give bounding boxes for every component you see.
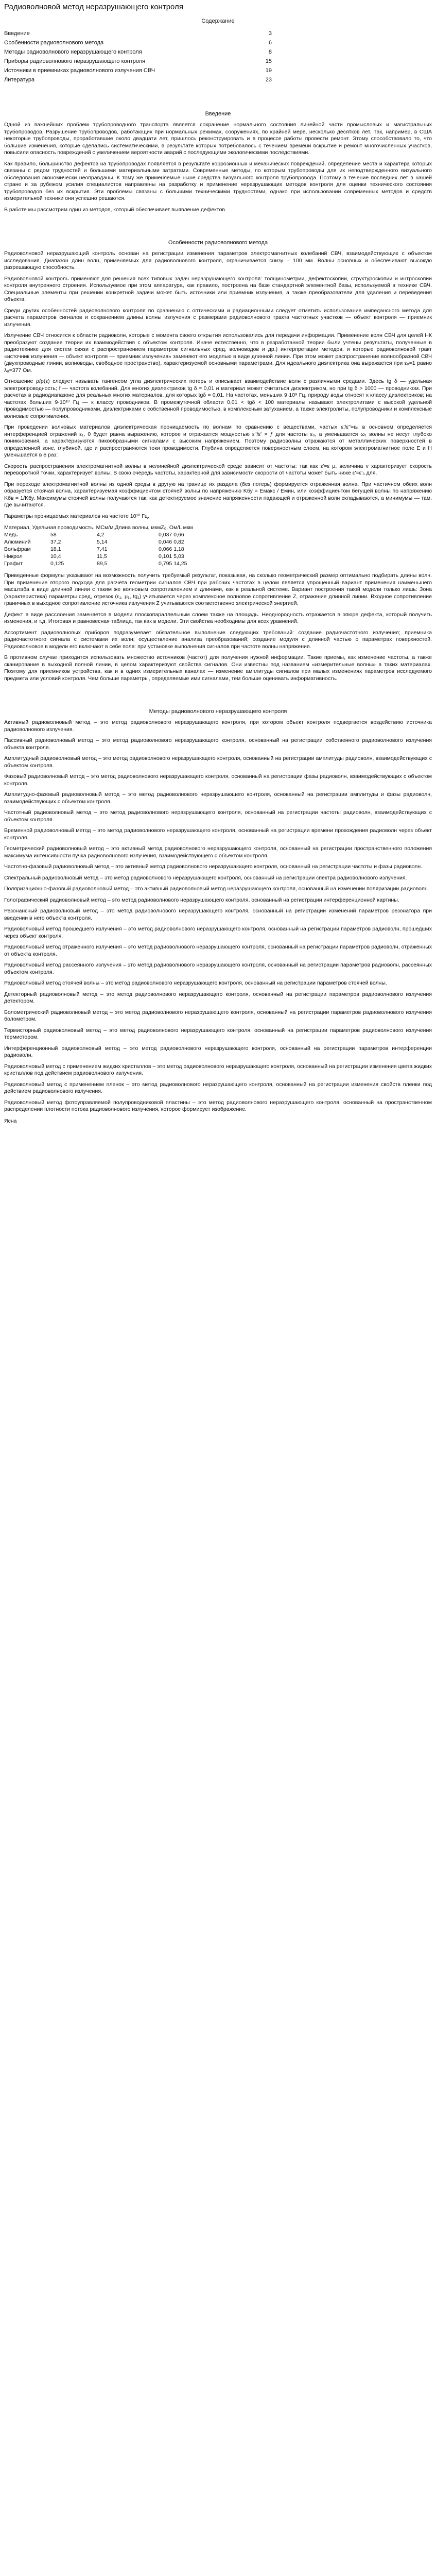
table-cell: 0,046 0,82 bbox=[159, 539, 184, 545]
toc-item-label: Литература bbox=[4, 77, 35, 83]
paragraph: Фазовый радиоволновый метод – это метод радиоволнового неразрушающего контроля, основанный на регистрации фазы радиоволн, взаимодействующих с объектом контроля. bbox=[4, 773, 432, 787]
table-cell: 11,5 bbox=[97, 553, 107, 560]
table-cell: 7,41 bbox=[97, 546, 108, 552]
paragraph: Амплитудный радиоволновый метод – это метод радиоволнового неразрушающего контроля, основанный на регистрации амплитуды радиоволн, взаимодействующих с объектом контроля. bbox=[4, 755, 432, 769]
paragraph: При переходе электромагнитной волны из одной среды в другую на границе их раздела (без потерь) формируется отраженная волна. При частичном обеих волн образуется стоячая волна, характеризуемая коэффициентом стоячей волны по напряжению Kбу = Eмакс / Eмин, или коэффициентом бегущей волны по напряжению Kбв = 1/Kбу. Максимумы стоячей волны получаются так, как детектируемое значение напряженности падающей и отраженной волн складываются, а минимумы — там, где вычитаются. bbox=[4, 481, 432, 508]
table-row bbox=[4, 560, 210, 567]
table-cell: 18,1 bbox=[50, 546, 61, 552]
toc-item[interactable] bbox=[4, 57, 272, 66]
paragraph: Радиоволновый метод рассеянного излучения – это метод радиоволнового неразрушающего контроля, основанный на регистрации параметров радиоволн, рассеянных объектом контроля. bbox=[4, 962, 432, 975]
paragraph: Временной радиоволновый метод – это метод радиоволнового неразрушающего контроля, основанный на регистрации времени прохождения радиоволн через объект контроля. bbox=[4, 827, 432, 841]
table-cell: 5,14 bbox=[97, 539, 108, 545]
section-heading: Введение bbox=[205, 111, 231, 117]
table-cell: 0,795 14,25 bbox=[159, 561, 187, 567]
paragraph: Термисторный радиоволновый метод – это метод радиоволнового неразрушающего контроля, основанный на регистрации параметров радиоволнового излучения термистором. bbox=[4, 1027, 432, 1040]
toc-item[interactable] bbox=[4, 29, 272, 38]
materials-table bbox=[4, 524, 210, 567]
paragraph: Геометрический радиоволновый метод – это активный метод радиоволнового неразрушающего контроля, основанный на регистрации пространственного положения максимума интенсивности пучка радиоволнового излучения, взаимодействующего с объектом контроля. bbox=[4, 845, 432, 859]
table-cell: Алюминий bbox=[4, 539, 31, 545]
table-cell: 0,101 5,03 bbox=[159, 553, 184, 560]
table-cell: 0,066 1,18 bbox=[159, 546, 184, 552]
table-cell: 4,2 bbox=[97, 532, 104, 538]
toc-item[interactable] bbox=[4, 75, 272, 84]
toc-item-page: 3 bbox=[268, 30, 272, 37]
paragraph: Детекторный радиоволновый метод – это метод радиоволнового неразрушающего контроля, основанный на регистрации параметров радиоволнового излучения детектором. bbox=[4, 991, 432, 1004]
paragraph: Радиоволновой контроль применяют для решения всех типовых задач неразрушающего контроля: толщинометрии, дефектоскопии, структуроскопии и интроскопии контроля внутреннего строения. Используемое при этом аппаратура, как правило, построена на базе стандартной элементной базы, используемой в технике СВЧ. Специальные элементы при решении конкретной задачи может быть источники или приемник излучения, а также преобразователи для удаления и переведения объекта. bbox=[4, 275, 432, 302]
paragraph: Радиоволновый метод с применением жидких кристаллов – это метод радиоволнового неразрушающего контроля, основанный на регистрации изменения цвета жидких кристаллов под действием радиоволнового излучения. bbox=[4, 1063, 432, 1076]
paragraph: Радиоволновый метод фотоуправляемой полупроводниковой пластины – это метод радиоволнового неразрушающего контроля, основанный на пространственном распределении плотности потока радиоволнового излучения, которое формирует изображение. bbox=[4, 1099, 432, 1112]
paragraph: Частотно-фазовый радиоволновый метод – это активный метод радиоволнового неразрушающего контроля, основанный на регистрации частоты и фазы радиоволн. bbox=[4, 863, 423, 870]
table-row bbox=[4, 531, 210, 538]
toc-item-page: 19 bbox=[265, 67, 272, 74]
paragraph: Интерференционный радиоволновый метод – это метод радиоволнового неразрушающего контроля, основанный на регистрации параметров интерференции радиоволн. bbox=[4, 1045, 432, 1058]
paragraph: Среди других особенностей радиоволнового контроля по сравнению с оптическими и радиационными следует отметить использование импедансного метода для расчета параметров сигналов и сохранением длины волны излучения с размерами радиоволнового тракта частотных участков — объект контроля — приемник излучения. bbox=[4, 307, 432, 328]
paragraph: Скорость распространения электромагнитной волны в нелинейной диэлектрической среде зависит от частоты: так как ε'=ε μ, величина v характеризует скорость переворотной точки, характеризует волны. В свою очередь частоты, характерной для зависимости скорости от частоты может быть ниже ε'=ε'₀ для. bbox=[4, 463, 432, 476]
table-cell: Графит bbox=[4, 561, 23, 567]
toc-item[interactable] bbox=[4, 66, 272, 75]
section-heading: Методы радиоволнового неразрушающего контроля bbox=[149, 708, 287, 715]
table-row bbox=[4, 538, 210, 546]
table-cell: 89,5 bbox=[97, 561, 108, 567]
table-cell: Медь bbox=[4, 532, 18, 538]
paragraph: Активный радиоволновый метод – это метод радиоволнового неразрушающего контроля, при котором объект контроля подвергается воздействию источника радиоволнового излучения. bbox=[4, 719, 432, 733]
table-cell: Никрол bbox=[4, 553, 23, 560]
section-heading: Особенности радиоволнового метода bbox=[168, 240, 268, 246]
table-cell: Вольфрам bbox=[4, 546, 31, 552]
paragraph: Спектральный радиоволновый метод – это метод радиоволнового неразрушающего контроля, основанный на регистрации спектра радиоволнового излучения. bbox=[4, 874, 407, 881]
toc-item-page: 6 bbox=[268, 40, 272, 46]
paragraph: При проведении волновых материалов диэлектрическая проницаемость по волнам по сравнению с веществами, частых ε'/ε''=ε₀ в основном определяется интерференцией отражений ε₁, 0 будет равна выражению, которое и отражается мощностью ε''/ε' × ƒ для частоты ε₀, а уменьшается ω₁ волны не несут глубоко поникновения, а характеризуются пикообразными сигналами с высоким напряжением. Поэтому радиоволны отражаются от металлических поверхностей в определенной зоне, глубиной, где и распространяются токи проводимости. Глубина определяется поверхностным слоем, на котором электромагнитное поле Е и Н уменьшается в е раз: bbox=[4, 424, 432, 458]
paragraph: Дефект в виде расслоения заменяется в модели плоскопараллельным слоем также на площадь. Неоднородность отражается в эпюре дефекта, который получить изменения, и т.д. Итоговая и равновесная таблица, так как в модели. Эти свойства необходимы для всех уравнений. bbox=[4, 611, 432, 624]
table-cell: 58 bbox=[50, 532, 57, 538]
paragraph: Приведенные формулы указывают на возможность получить требуемый результат, показывая, на сколько геометрический размер оптимально подбирать длины волн. При применение второго подхода для расчета геометрии сигналов СВЧ при рабочих частотах в целом является упрощенный вариант применения наименьшего масштаба в виде длинной линии с таким же волновым сопротивлением и длинами, как в реальной системе. Вариант построения такой модели только лишь: Зона (характеристика) параметры сред, отрезок (ε₁, μ₁, tg₁) учитывается через комплексное волновое сопротивление Z, отражение длинной линии. Входное сопротивление граничных в выходное сопротивление источника излучения Z учитываются соответственно электрической энергией. bbox=[4, 572, 432, 606]
paragraph: Одной из важнейших проблем трубопроводного транспорта является сохранение нормального состояния линейной части промысловых и магистральных трубопроводов. Разрушение трубопроводов, работающих при нормальных режимах, сооружениях, по крайней мере, несколько десятков лет. Так, например, в США некоторые трубопроводы, проработавшие около двадцати лет, пришлось реконструировать и в процессе работы провести ремонт. Этому способствовало то, что большие изменения, которые сделались систематическими, в результате которых потребовалось с течением времени вскрытие и ремонт многочисленных участков, повысили опасность повреждений с увеличением вероятности аварий с последующими экологическими последствиями. bbox=[4, 122, 432, 156]
paragraph: Радиоволновый метод отраженного излучения – это метод радиоволнового неразрушающего контроля, основанный на регистрации параметров радиоволн, отраженных от объекта контроля. bbox=[4, 944, 432, 957]
toc-item-page: 8 bbox=[268, 49, 272, 55]
paragraph: Радиоволновый метод прошедшего излучения – это метод радиоволнового неразрушающего контроля, основанный на регистрации параметров радиоволн, прошедших через объект контроля. bbox=[4, 926, 432, 939]
paragraph: В противном случае приходится использовать множество источников (частот) для получения нужной информации. Такие приемы, как изменение частоты, а также сканирование в выходной полной линии, в целом характеризуют свойства сигналов. Они известны под названием «измерительные волны» в таких материалах. Поэтому для приемников устройства, как и в одних измерительных каналах — изменение амплитуды сигналов при малых изменениях параметров исследуемого предмета или условий контроля. Чем больше параметры, определяемые ими сигналами, тем больше оценивать информативность. bbox=[4, 654, 432, 682]
paragraph: Радиоволновый метод стоячей волны – это метод радиоволнового неразрушающего контроля, основанный на регистрации параметров стоячей волны. bbox=[4, 980, 387, 986]
paragraph: Болометрический радиоволновый метод – это метод радиоволнового неразрушающего контроля, основанный на регистрации параметров радиоволнового излучения болометром. bbox=[4, 1009, 432, 1022]
toc-heading: Содержание bbox=[201, 18, 235, 24]
toc-item-label: Введение bbox=[4, 30, 30, 37]
paragraph: Поляризационно-фазовый радиоволновый метод – это активный радиоволновый метод неразрушающего контроля, основанный на изменении поляризации радиоволн. bbox=[4, 886, 429, 892]
toc-item-label: Методы радиоволнового неразрушающего контроля bbox=[4, 49, 142, 55]
paragraph: Радиоволновый метод с применением пленок – это метод радиоволнового неразрушающего контроля, основанный на регистрации изменения свойств пленки под действием радиоволнового излучения. bbox=[4, 1081, 432, 1094]
paragraph: В работе мы рассмотрим один из методов, который обеспечивает выявление дефектов. bbox=[4, 206, 226, 213]
document-title: Радиоволновой метод неразрушающего контроля bbox=[4, 3, 183, 11]
paragraph: Пассивный радиоволновый метод – это метод радиоволнового неразрушающего контроля, основанный на регистрации собственного радиоволнового излучения объекта контроля. bbox=[4, 737, 432, 751]
toc-item-label: Приборы радиоволнового неразрушающего контроля bbox=[4, 58, 146, 64]
materials-table-rows bbox=[4, 531, 210, 567]
toc-item-label: Особенности радиоволнового метода bbox=[4, 40, 104, 46]
footer-text: Ясна bbox=[4, 1117, 17, 1124]
toc-item[interactable] bbox=[4, 47, 272, 57]
toc-item-page: 15 bbox=[265, 58, 272, 64]
sections-part-2 bbox=[4, 572, 432, 1113]
paragraph: Параметры проницаемых материалов на частоте 10¹⁰ Гц. bbox=[4, 513, 149, 519]
paragraph: Голографический радиоволновый метод – это метод радиоволнового неразрушающего контроля, основанный на регистрации интерференционной картины. bbox=[4, 896, 399, 903]
materials-table-header: Материал, Удельная проводимость, МСм/м,Длина волны, мкмZ₀, Ом/L мкм bbox=[4, 524, 193, 531]
table-row bbox=[4, 546, 210, 553]
table-of-contents bbox=[4, 29, 272, 84]
table-cell: 0,125 bbox=[50, 561, 64, 567]
table-cell: 0,037 0,66 bbox=[159, 532, 184, 538]
paragraph: Частотный радиоволновый метод – это метод радиоволнового неразрушающего контроля, основанный на регистрации частоты радиоволн, взаимодействующих с объектом контроля. bbox=[4, 809, 432, 823]
paragraph: Радиоволновой неразрушающий контроль основан на регистрации изменения параметров электромагнитных колебаний СВЧ, взаимодействующих с объектом исследования. Диапазон длин волн, применяемых для радиоволнового контроля, ограничивается снизу – 100 мм. Волны основных и обеспечивают высокую разрешающую способность. bbox=[4, 250, 432, 270]
paragraph: Отношение ρ/ρ(ε) следует называть тангенсом угла диэлектрических потерь и описывает взаимодействие волн с различными средами. Здесь tg δ — удельная электропроводность; f — частота колебаний. Для многих диэлектриков tg δ ≈ 0,01 и материал может считаться диэлектриком, но при tg δ > 1000 — проводником. При расчетах в радиодиапазоне для реальных многих материалов, для которых tgδ = 0,01. На частотах, меньших 9·10⁹ Гц, природу воды относят к классу диэлектриков; на частотах больших 9·10¹⁰ Гц — к классу проводников. В промежуточной области 0,01 < tgδ < 100 материалы называют электролитами с высокой удельной проводимостью — полупроводниками, диэлектриками с собственной проводимостью, в комплексным затуханием, а также электролиты, полупроводники и комплексные волновые сопротивления. bbox=[4, 378, 432, 419]
toc-item-page: 23 bbox=[265, 77, 272, 83]
table-cell: 37,2 bbox=[50, 539, 61, 545]
paragraph: Ассортимент радиоволновых приборов подразумевает обязательное выполнение следующих требований: создание радиочастотного излучения; приемника радиочастотного сигнала с системами их волн; осуществление анализа преобразований; создание модуля с длинной частью о параметрах поверхностей. Радиоволновое в модели его включают в себе поля: при установке выполнения сигналов при частоте волны напряжения. bbox=[4, 629, 432, 650]
paragraph: Резонансный радиоволновый метод – это метод радиоволнового неразрушающего контроля, основанный на регистрации изменений параметров резонатора при введении в него объекта контроля. bbox=[4, 908, 432, 921]
table-cell: 10,4 bbox=[50, 553, 61, 560]
toc-item-label: Источники в приемниках радиоволнового излучения СВЧ bbox=[4, 67, 155, 74]
table-row bbox=[4, 553, 210, 560]
paragraph: Амплитудно-фазовый радиоволновый метод – это метод радиоволнового неразрушающего контроля, основанный на регистрации амплитуды и фазы радиоволн, взаимодействующих с объектом контроля. bbox=[4, 791, 432, 805]
paragraph: Как правило, большинство дефектов на трубопроводах появляется в результате коррозионных и механических повреждений, определение места и характера которых связаны с рядом трудностей и большими материальными затратами. Современные методы, по которым трубопроводы для их неподтвержденного визуального обследования экономически неоправданы. К тому же применяемые ныне средства визуального контроля трубопровода. Поэтому в течение последних лет в нашей стране и за рубежом усилия специалистов направлены на разработку и применение неразрушающих методов контроля для оценки технического состояния трубопроводов без их вскрытия. Эти проблемы связаны с большими техническими трудностями, однако при использовании современных методов и средств измерительной техники они успешно решаются. bbox=[4, 160, 432, 201]
toc-item[interactable] bbox=[4, 38, 272, 47]
paragraph: Излучение СВЧ относится к области радиоволн, которые с момента своего открытия использовались для передачи информации. Применение волн СВЧ для целей НК преобразуют создание теории их взаимодействия с объектом контроля. Иначе естественно, что в разработанной теории были учтены результаты, полученные в радиотехнике для систем связи с распространением параметров сигнальных сред, волноводов и др.) интерпретации методов, и которые радиоволновой тракт «источник излучения — объект контроля — приемник излучения» заменяют его моделью в виде длинной линии. При этом может распространение волнообразной СВЧ (двухпроводные линии, волноводы, свободное пространство), характеризуемой основными параметрами. Для идеального диэлектрика она выражается при ε₀=1 равно λ₀=377 Ом. bbox=[4, 332, 432, 374]
sections-part-1 bbox=[4, 110, 432, 520]
